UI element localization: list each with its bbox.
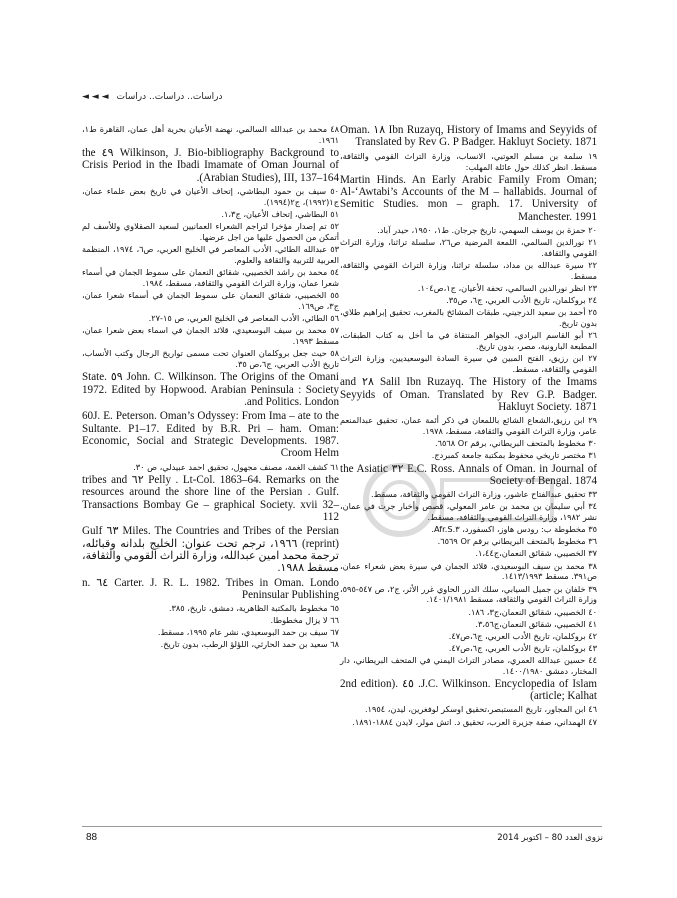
- footnote-entry: Martin Hinds. An Early Arabic Family From Oman; Al-‘Awtabi’s Accounts of the M – hallabids. Journal of Semitic Studies. mon – graph. 17. University of Manchester. 1991: [340, 173, 597, 223]
- footnote-entry: ٢٢ سيرة عبدالله بن مداد، سلسلة تراثنا، وزارة التراث القومي والثقافة، مسقط.: [340, 260, 597, 282]
- footnote-entry: ٥٤ محمد بن راشد الخصيبي، شقائق النعمان على سموط الجمان في أسماء شعرا عمان، وزارة التراث القومي والثقافة، مسقط، ١٩٨٤.: [82, 267, 339, 289]
- footnote-entry: Miles. The Countries and Tribes of the Persian ٦٣ Gulf (reprint) ١٩٦٦، ترجم تحت عنوان: الخليج بلدانه وقبائله، ترجمة محمد امين عبدالله، وزارة التراث القومي والثقافة، مسقط ١٩٨٨.: [82, 525, 339, 575]
- footnote-entry: ٥٨ حيث جعل بروكلمان العنوان تحت مسمى تواريخ الرجال وكتب الأنساب، تاريخ الأدب العربي، ج٦،ص ٣٥.: [82, 348, 339, 370]
- footnote-entry: ٦٥ مخطوط بالمكتبة الظاهرية، دمشق، تاريخ، ٣٨٥.: [168, 603, 339, 614]
- footnote-entry: ٣٩ خلفان بن جميل السيابي، سلك الدرر الحاوي غرر الأثر، ج٢، ص ٥٤٧-٥٩٥، وزارة التراث القومي والثقافة، مسقط ١٤٠١/١٩٨١.: [340, 583, 597, 605]
- footnotes-left-column: [82, 124, 339, 652]
- footnote-entry: John. C. Wilkinson. The Origins of the Omani ٥٩ State. 1972. Edited by Hopwood. Arabian Peninsula : Society and Politics. London.: [82, 371, 339, 409]
- footnote-entry: ٥٥ الخصيبي، شقائق النعمان على سموط الجمان في أسماء شعرا عمان، ج٣، ص١٦٩.: [82, 290, 339, 312]
- footnote-entry: ٦١ كشف الغمة، مصنف مجهول، تحقيق احمد عبيدلي، ص ٣٠.: [133, 461, 339, 472]
- footnote-entry: ٢٦ أبو القاسم البرادي، الجواهر المنتقاة في ما أخل به كتاب الطبقات، المطبعة البارونية، مصر، بدون تاريخ.: [340, 330, 597, 352]
- footnote-entry: ٢٥ أحمد بن سعيد الدرجيني، طبقات المشائخ بالمغرب، تحقيق إبراهيم طلاي، بدون تاريخ.: [340, 307, 597, 329]
- footnote-entry: ٤١ الخصيبي، شقائق النعمان،ج٣،٥٦.: [475, 618, 597, 629]
- footnote-entry: ٣٨ محمد بن سيف البوسعيدي، قلائد الجمان في سيرة بعض شعراء عمان، ص٣٩١. مسقط ١٤١٣/١٩٩٣.: [340, 560, 597, 582]
- footnote-entry: ٢١ نورالدين السالمي، اللمعة المرضية ص٢٦، سلسلة تراثنا، وزارة التراث القومي والثقافة.: [340, 237, 597, 259]
- footnote-entry: ٥٦ الطائي، الأدب المعاصر في الخليج العربي، ص ١٥-٢٧.: [148, 313, 339, 324]
- footnote-entry: ٥١ البطاشي، إتحاف الأعيان، ج١،٣.: [221, 209, 339, 220]
- footnote-entry: ٣١ مختصر تاريخي محفوظ بمكتبة جامعة كمبردج.: [431, 450, 597, 461]
- footnote-entry: ٦٦ لا يزال مخطوطا.: [270, 615, 339, 626]
- footnote-entry: ٥٠ سيف بن حمود البطاشي، إتحاف الأعيان في تاريخ بعض علماء عمان، ج١(١٩٩٢)، ج٢(١٩٩٤).: [82, 186, 339, 207]
- footnote-entry: ٣٠ مخطوط بالمتحف البريطاني، برقم Or ٦٥٦٨.: [434, 438, 597, 449]
- footnote-entry: ٣٥ مخطوطة ب: رودس هاوز، اكسفورد، ٣.Afr.S.: [431, 524, 597, 535]
- section-header: [82, 86, 602, 106]
- page-number: 88: [86, 832, 98, 843]
- footnote-entry: ٤٨ محمد بن عبدالله السالمي، نهضة الأعيان بحرية أهل عمان، القاهرة ط١، ١٩٦١.: [82, 124, 339, 145]
- footnote-entry: ٤٣ بروكلمان، تاريخ الأدب العربي، ج٦،ص٤٧.: [448, 642, 597, 653]
- footnote-entry: ٦٨ سعيد بن حمد الحارثي، اللؤلؤ الرطب، بدون تاريخ.: [160, 639, 339, 650]
- section-title: دراسات.. دراسات.. دراسات: [116, 92, 223, 102]
- footnote-entry: ٥٣ عبدالله الطائي، الأدب المعاصر في الخليج العربي، ص٦، ١٩٧٤، المنظمة العربية للتربية والثقافة والعلوم.: [82, 244, 339, 266]
- footnote-entry: ٣٦ مخطوط بالمتحف البريطاني برقم Or ٦٥٦٩.: [437, 536, 597, 547]
- footnote-entry: ٣٤ أبي سليمان بن محمد بن عامر المعولي، قصص وأخبار جرت في عمان، نشر ١٩٨٢، وزارة التراث القومي والثقافة، مسقط.: [340, 501, 597, 523]
- footnote-entry: ٢٩ ابن رزيق،الشعاع الشائع باللمعان في ذكر أئمة عمان، تحقيق عبدالمنعم عامر، وزارة التراث القومي والثقافة، مسقط، ١٩٧٨.: [340, 415, 597, 437]
- footnote-entry: ٦٧ سيف بن حمد البوسعيدي، نشر عام ١٩٩٥، مسقط.: [157, 627, 339, 638]
- footnote-entry: ٤٧ الهمداني، صفة جزيرة العرب، تحقيق د. اتش مولر، لايدن ١٨٨٤-١٨٩١.: [352, 716, 597, 727]
- footnote-entry: Pelly . Lt-Col. 1863–64. Remarks on the ٦٢ tribes and resources around the shore line of the Persian . Gulf. Transactions Bombay Ge – graphical Society. xvii 32–112: [82, 473, 339, 523]
- footnote-entry: ٥٧ محمد بن سيف البوسعيدي، قلائد الجمان في اسماء بعض شعرا عمان، مسقط ١٩٩٣.: [82, 325, 339, 347]
- footnote-entry: ١٩ سلمة بن مسلم العوتبي، الانساب، وزارة التراث القومي والثقافة، مسقط. انظر كذلك حول عائلة المهلب:: [340, 150, 597, 172]
- footnote-entry: ٢٠ حمزة بن يوسف السهمي، تاريخ جرجان. ط١، ١٩٥٠، حيدر آباد.: [377, 225, 597, 236]
- footnote-entry: 60J. E. Peterson. Oman’s Odyssey: From Ima – ate to the Sultante. P1–17. Edited by B.R. Pri – ham. Oman: Economic, Social and Strategic Developments. 1987. Croom Helm: [82, 410, 339, 460]
- footnote-entry: ٢٧ ابن رزيق، الفتح المبين في سيرة السادة البوسعيديين، وزارة التراث القومي والثقافة، مسقط.: [340, 353, 597, 375]
- footnotes-right-column: [340, 124, 597, 729]
- issue-label: نزوى العدد 80 – اكتوبر 2014: [497, 833, 603, 843]
- footnote-entry: ٤٦ ابن المجاور، تاريخ المستبصر،تحقيق اوسكر لوفغرين، ليدن، ١٩٥٤.: [364, 704, 597, 715]
- footnote-entry: Salil Ibn Ruzayq. The History of the Imams ٢٨ and Seyyids of Oman. Translated by Rev G.P. Badger. Hakluyt Society. 1871: [340, 376, 597, 414]
- footnote-entry: ٥٢ تم إصدار مؤخرا لتراجم الشعراء العمانيين لسعيد الصقلاوي وللأسف لم أتمكن من الحصول عليها من اجل عرضها.: [82, 221, 339, 243]
- footnote-entry: Wilkinson, J. Bio-bibliography Background to ٤٩ the Crisis Period in the Ibadi Imamate of Oman Journal of Arabian Studies), III, 137–164).: [82, 147, 339, 184]
- footnote-entry: Carter. J. R. L. 1982. Tribes in Oman. Londo ٦٤ n. Peninsular Publishing: [82, 576, 339, 601]
- footnote-entry: ٤٤ حسين عبدالله العمري، مصادر التراث اليمني في المتحف البريطاني، دار المختار، دمشق ١٤٠٠/١٩٨٠.: [340, 654, 597, 676]
- footnote-entry: ٢٣ انظر نورالدين السالمي، تحفة الأعيان، ج١،ص١٠٤.: [417, 283, 597, 294]
- footer-divider: [82, 826, 602, 827]
- footnote-entry: Ibn Ruzayq, History of Imams and Seyyids of ١٨ Oman. Translated by Rev G. P Badger. Hakluyt Society. 1871: [340, 124, 597, 149]
- footnote-entry: ٤٠ الخصيبي، شقائق النعمان،ج٣، ١٨٦.: [468, 606, 597, 617]
- arrow-icons: ◄ ◄ ◄: [82, 92, 109, 102]
- footnote-entry: ٤٢ بروكلمان، تاريخ الأدب العربي، ج٦،ص٤٧.: [448, 630, 597, 641]
- footnote-entry: J.C. Wilkinson. Encyclopedia of Islam. ٤٥ 2nd edition). article; Kalhat): [340, 677, 597, 703]
- footnote-entry: ٣٣ تحقيق عبدالفتاح عاشور، وزارة التراث القومي والثقافة، مسقط.: [370, 489, 597, 500]
- footnote-entry: ٣٧ الخصيبي، شقائق النعمان،ج١،٤٤.: [475, 548, 597, 559]
- footnote-entry: ٢٤ بروكلمان، تاريخ الأدب العربي، ج٦، ص٣٥.: [446, 295, 597, 306]
- footnote-entry: E.C. Ross. Annals of Oman. in Journal of ٣٢ the Asiatic Society of Bengal. 1874: [340, 462, 598, 487]
